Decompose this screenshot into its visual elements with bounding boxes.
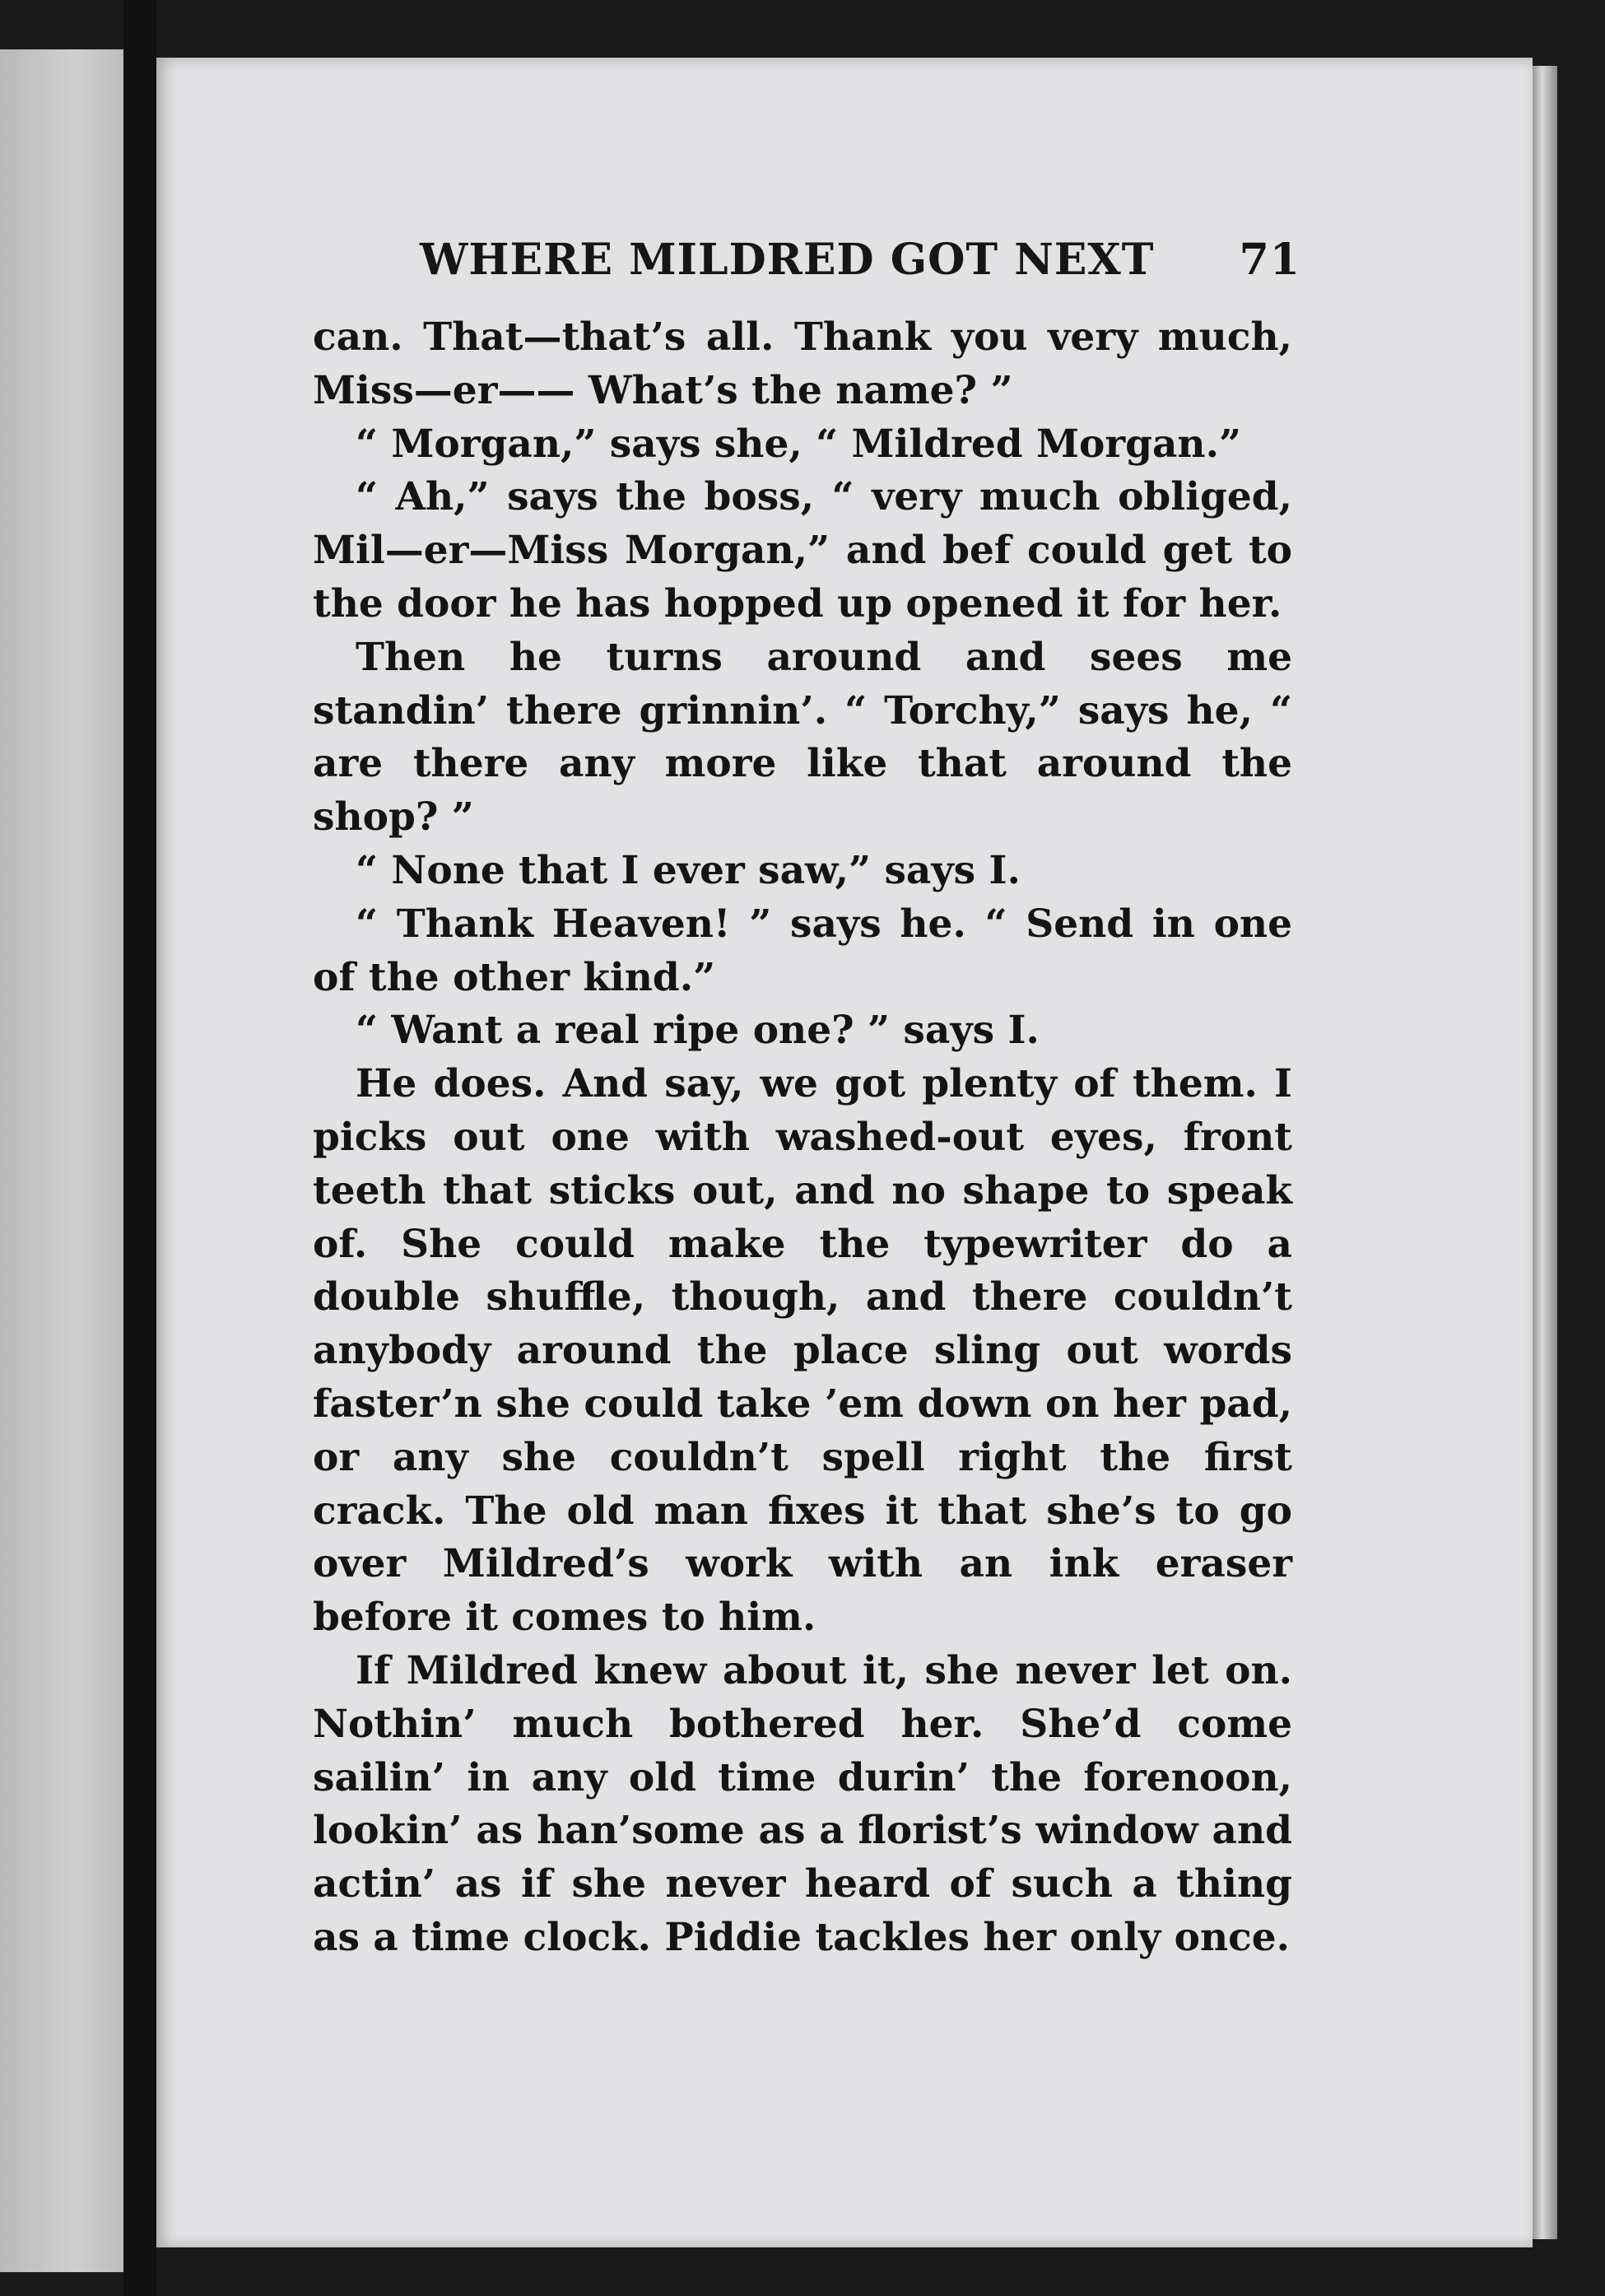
page-number: 71	[1239, 235, 1300, 285]
paragraph: If Mildred knew about it, she never let on. Nothin’ much bothered her. She’d come sailin’ in any old time durin’ the forenoon, lookin’ as han’some as a florist’s window and actin’ as if she never heard of such a thing as a time clock. Piddie tackles her only once.	[313, 1647, 1292, 1960]
paragraph: “ Thank Heaven! ” says he. “ Send in one of the other kind.”	[313, 901, 1292, 1000]
paragraph: He does. And say, we got plenty of them. I picks out one with washed-out eyes, front teeth that sticks out, and no shape to speak of. She could make the typewriter do a double shuffle, though, and there couldn’t anybody around the place sling out words faster’n she could take ’em down on her pad, or any she couldn’t spell right the first crack. The old man fixes it that she’s to go over Mildred’s work with an ink eraser before it comes to him.	[313, 1061, 1292, 1641]
paragraph: “ Morgan,” says she, “ Mildred Morgan.”	[356, 421, 1241, 467]
paragraph: “ None that I ever saw,” says I.	[356, 847, 1021, 893]
book-gutter	[123, 0, 156, 2296]
paragraph: can. That—that’s all. Thank you very much, Miss—er—— What’s the name? ”	[313, 314, 1292, 413]
left-page-edge	[0, 49, 123, 2272]
paragraph: “ Want a real ripe one? ” says I.	[356, 1008, 1040, 1054]
running-title: WHERE MILDRED GOT NEXT	[420, 235, 1155, 285]
body-text	[313, 311, 1292, 1965]
running-header	[420, 235, 1300, 300]
paragraph: “ Ah,” says the boss, “ very much obliged, Mil—er—Miss Morgan,” and bef could get to the door he has hopped up opened it for her.	[313, 474, 1292, 626]
paragraph: Then he turns around and sees me standin’ there grinnin’. “ Torchy,” says he, “ are there any more like that around the shop? ”	[313, 634, 1292, 841]
right-page-edge	[1533, 66, 1557, 2239]
